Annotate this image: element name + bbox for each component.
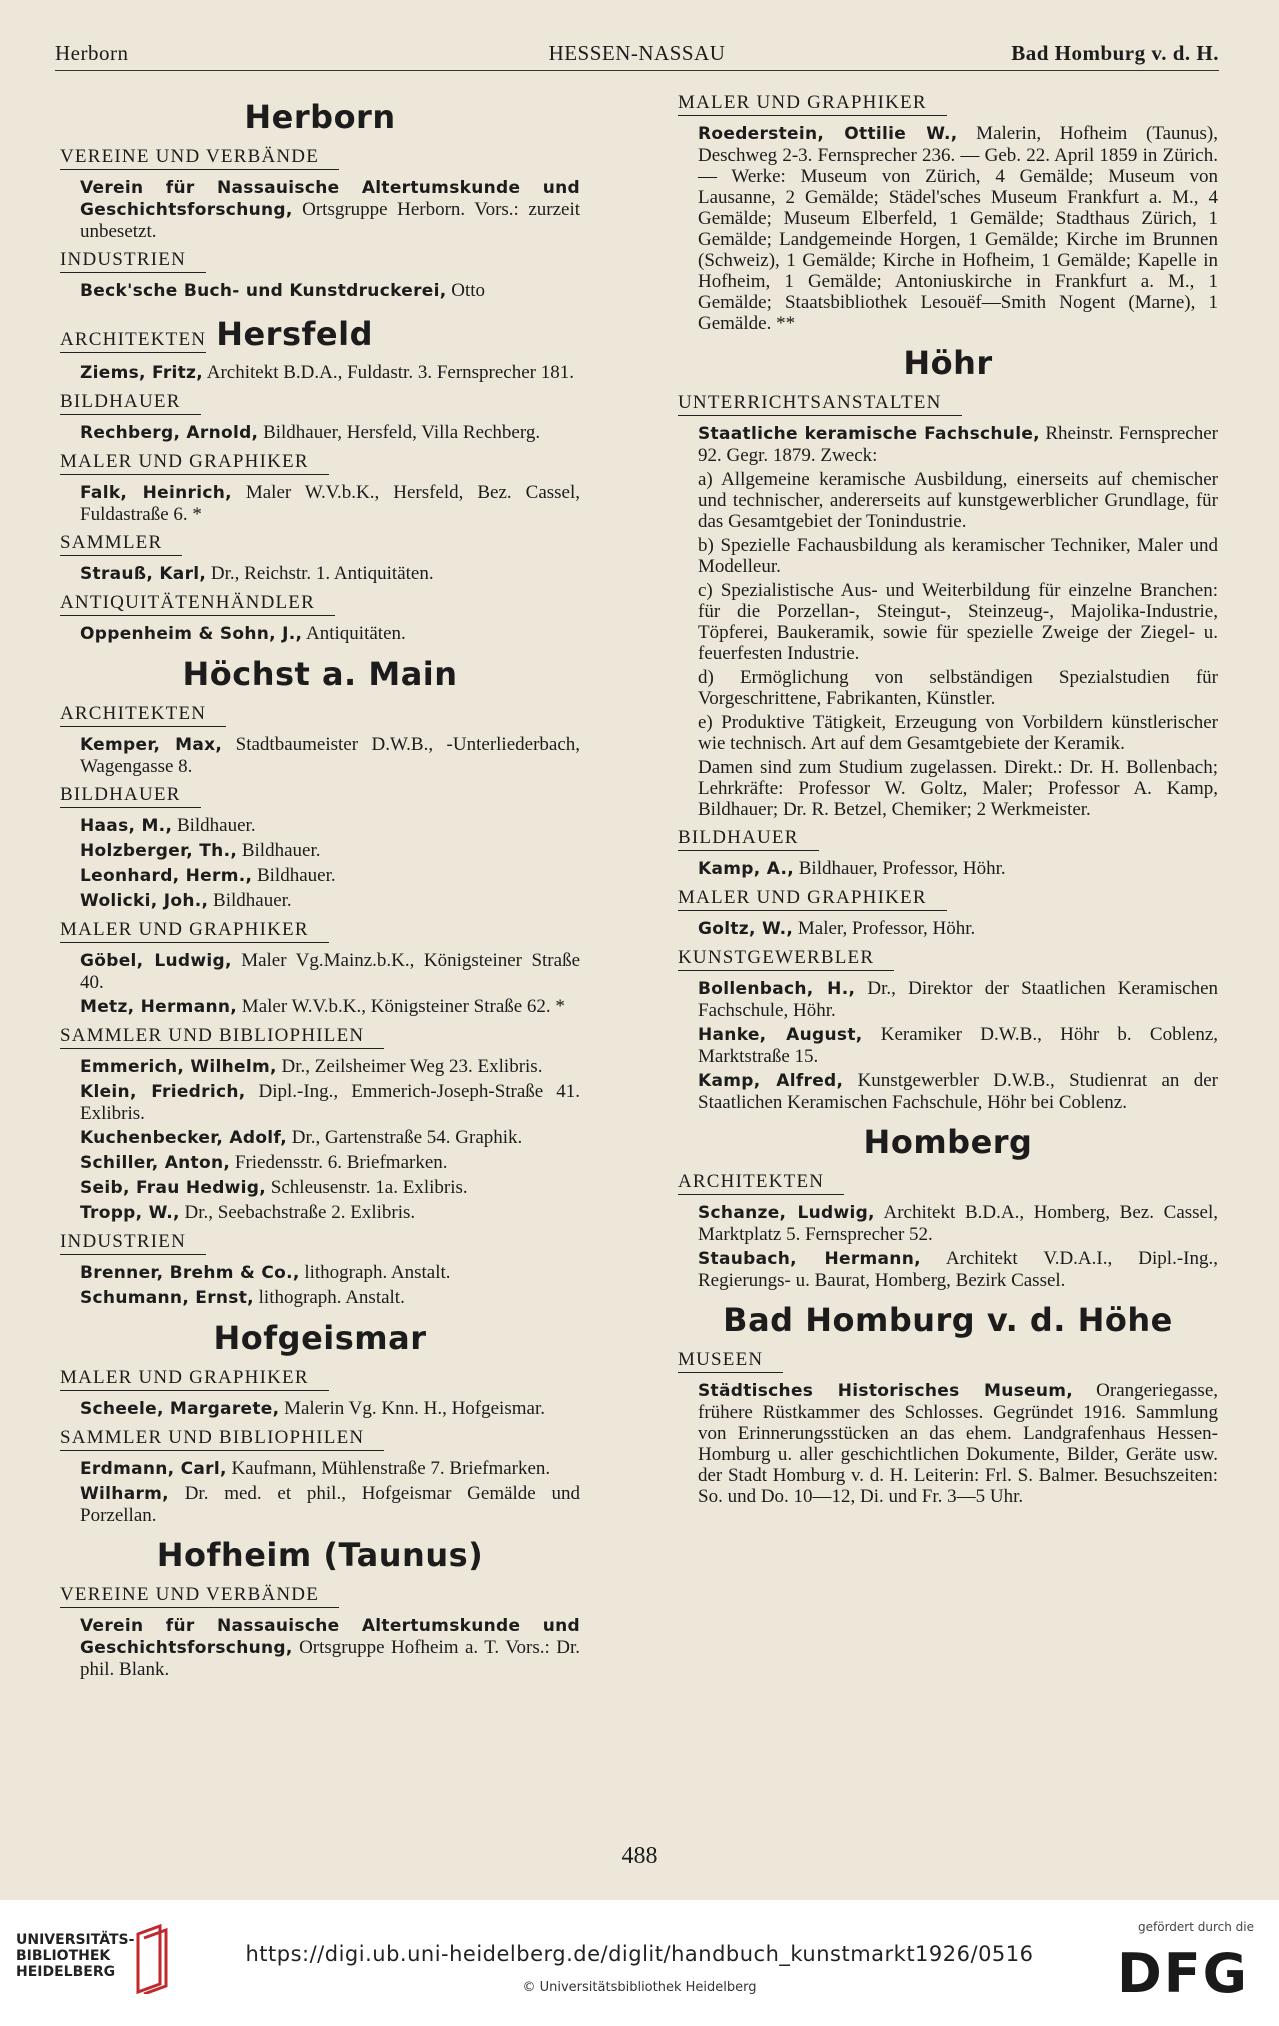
entry: Göbel, Ludwig, Maler Vg.Mainz.b.K., Königsteiner Straße 40. <box>80 950 581 993</box>
category-maler: MALER UND GRAPHIKER <box>60 1367 329 1391</box>
entry: Bollenbach, H., Dr., Direktor der Staatlichen Keramischen Fachschule, Höhr. <box>698 978 1218 1021</box>
library-name: UNIVERSITÄTS- BIBLIOTHEK HEIDELBERG <box>16 1932 135 1980</box>
right-column <box>678 88 1218 1510</box>
entry: Rechberg, Arnold, Bildhauer, Hersfeld, Villa Rechberg. <box>80 422 541 443</box>
category-sammler: SAMMLER <box>60 532 182 556</box>
category-sammler: SAMMLER UND BIBLIOPHILEN <box>60 1427 384 1451</box>
entry: Leonhard, Herm., Bildhauer. <box>80 865 336 886</box>
entry-subitem: e) Produktive Tätigkeit, Erzeugung von Vorbildern künstlerischer wie technisch. Art auf dem Gesamtgebiete der Keramik. <box>698 712 1218 754</box>
dfg-logo: DFG <box>1116 1942 1249 2005</box>
category-antiquitaeten: ANTIQUITÄTENHÄNDLER <box>60 592 335 616</box>
entry: Kamp, A., Bildhauer, Professor, Höhr. <box>698 858 1006 879</box>
entry: Kuchenbecker, Adolf, Dr., Gartenstraße 54. Graphik. <box>80 1127 523 1148</box>
entry: Holzberger, Th., Bildhauer. <box>80 840 321 861</box>
entry-subitem: a) Allgemeine keramische Ausbildung, einerseits auf chemischer und technischer, andererseits auf kunstgewerblicher Grundlage, für das Gesamtgebiet der Tonindustrie. <box>698 469 1218 532</box>
entry-subitem: Damen sind zum Studium zugelassen. Direkt.: Dr. H. Bollenbach; Lehrkräfte: Professor W. Goltz, Maler; Professor A. Kamp, Bildhauer; Dr. R. Betzel, Chemiker; 2 Werkmeister. <box>698 757 1218 820</box>
left-column <box>60 88 580 1683</box>
category-kunstgewerbler: KUNSTGEWERBLER <box>678 947 894 971</box>
category-architekten: ARCHITEKTEN <box>60 703 226 727</box>
city-heading-bad-homburg: Bad Homburg v. d. Höhe <box>723 1301 1173 1339</box>
city-heading-hoechst: Höchst a. Main <box>182 655 458 693</box>
entry: Erdmann, Carl, Kaufmann, Mühlenstraße 7. Briefmarken. <box>80 1458 551 1479</box>
entry-subitem: c) Spezialistische Aus- und Weiterbildung für einzelne Branchen: für die Porzellan-, Steingut-, Steinzeug-, Majolika-Industrie, Töpferei, Baukeramik, sowie für spezielle Zweige der Ziegel- u. feuerfesten Industrie. <box>698 580 1218 664</box>
entry: Falk, Heinrich, Maler W.V.b.K., Hersfeld, Bez. Cassel, Fuldastraße 6. * <box>80 482 581 525</box>
entry: Klein, Friedrich, Dipl.-Ing., Emmerich-Joseph-Straße 41. Exlibris. <box>80 1081 580 1124</box>
entry: Kamp, Alfred, Kunstgewerbler D.W.B., Studienrat an der Staatlichen Keramischen Fachschule, Höhr bei Coblenz. <box>698 1070 1218 1113</box>
page-number: 488 <box>621 1843 658 1869</box>
category-architekten: ARCHITEKTEN <box>678 1171 844 1195</box>
entry: Emmerich, Wilhelm, Dr., Zeilsheimer Weg 23. Exlibris. <box>80 1056 543 1077</box>
entry: Ziems, Fritz, Architekt B.D.A., Fuldastr. 3. Fernsprecher 181. <box>80 362 574 383</box>
category-bildhauer: BILDHAUER <box>60 391 201 415</box>
city-heading-hoehr: Höhr <box>903 344 993 382</box>
category-maler: MALER UND GRAPHIKER <box>678 92 947 116</box>
hersfeld-heading-row <box>60 305 580 359</box>
entry: Goltz, W., Maler, Professor, Höhr. <box>698 918 976 939</box>
category-vereine: VEREINE UND VERBÄNDE <box>60 1584 339 1608</box>
entry-subitem: b) Spezielle Fachausbildung als keramischer Techniker, Maler und Modelleur. <box>698 535 1218 577</box>
entry: Verein für Nassauische Altertumskunde und Geschichtsforschung, Ortsgruppe Hofheim a. T. Vors.: Dr. phil. Blank. <box>80 1616 580 1680</box>
copyright-notice: © Universitätsbibliothek Heidelberg <box>522 1980 757 1995</box>
category-sammler: SAMMLER UND BIBLIOPHILEN <box>60 1025 384 1049</box>
category-maler: MALER UND GRAPHIKER <box>60 451 329 475</box>
category-industrien: INDUSTRIEN <box>60 1231 206 1255</box>
city-heading-hofheim: Hofheim (Taunus) <box>156 1536 484 1574</box>
entry: Tropp, W., Dr., Seebachstraße 2. Exlibris. <box>80 1202 416 1223</box>
entry: Wolicki, Joh., Bildhauer. <box>80 890 292 911</box>
entry: Seib, Frau Hedwig, Schleusenstr. 1a. Exlibris. <box>80 1177 468 1198</box>
category-unterricht: UNTERRICHTSANSTALTEN <box>678 392 962 416</box>
entry: Verein für Nassauische Altertumskunde und Geschichtsforschung, Ortsgruppe Herborn. Vors.: zurzeit unbesetzt. <box>80 178 581 242</box>
city-heading-hofgeismar: Hofgeismar <box>213 1319 427 1357</box>
entry: Schiller, Anton, Friedensstr. 6. Briefmarken. <box>80 1152 448 1173</box>
running-head-center: HESSEN-NASSAU <box>548 41 726 65</box>
entry: Schumann, Ernst, lithograph. Anstalt. <box>80 1287 405 1308</box>
entry: Städtisches Historisches Museum, Orangeriegasse, frühere Rüstkammer des Schlosses. Gegründet 1916. Sammlung von Erinnerungsstücken an das ehem. Landgrafenhaus Hessen-Homburg u. aller geschichtlichen Dokumente, Bilder, Geräte usw. der Stadt Homburg v. d. H. Leiterin: Frl. S. Balmer. Besuchszeiten: So. und Do. 10—12, Di. und Fr. 3—5 Uhr. <box>698 1380 1218 1507</box>
entry: Scheele, Margarete, Malerin Vg. Knn. H., Hofgeismar. <box>80 1398 545 1419</box>
entry: Hanke, August, Keramiker D.W.B., Höhr b. Coblenz, Marktstraße 15. <box>698 1024 1219 1067</box>
entry: Schanze, Ludwig, Architekt B.D.A., Homberg, Bez. Cassel, Marktplatz 5. Fernsprecher 52. <box>698 1202 1219 1245</box>
running-head-left: Herborn <box>55 41 129 65</box>
category-maler: MALER UND GRAPHIKER <box>678 887 947 911</box>
running-head <box>55 30 1219 71</box>
entry: Strauß, Karl, Dr., Reichstr. 1. Antiquitäten. <box>80 563 434 584</box>
dfg-caption: gefördert durch die <box>1138 1920 1254 1934</box>
entry: Brenner, Brehm & Co., lithograph. Anstalt. <box>80 1262 451 1283</box>
city-heading-homberg: Homberg <box>863 1123 1033 1161</box>
entry-subitem: d) Ermöglichung von selbständigen Spezialstudien für Vorgeschrittene, Fabrikanten, Künstler. <box>698 667 1218 709</box>
entry: Haas, M., Bildhauer. <box>80 815 256 836</box>
category-museen: MUSEEN <box>678 1349 783 1373</box>
category-maler: MALER UND GRAPHIKER <box>60 919 329 943</box>
city-heading-hersfeld: Hersfeld <box>216 315 373 353</box>
category-industrien: INDUSTRIEN <box>60 249 206 273</box>
entry: Staubach, Hermann, Architekt V.D.A.I., Dipl.-Ing., Regierungs- u. Baurat, Homberg, Bezirk Cassel. <box>698 1248 1218 1291</box>
city-heading-herborn: Herborn <box>244 98 396 136</box>
entry: Roederstein, Ottilie W., Malerin, Hofheim (Taunus), Deschweg 2-3. Fernsprecher 236. — Geb. 22. April 1859 in Zürich. — Werke: Museum von Zürich, 4 Gemälde; Museum von Lausanne, 2 Gemälde; Städel'sches Museum Frankfurt a. M., 4 Gemälde; Museum Elberfeld, 1 Gemälde; Stadthaus Zürich, 1 Gemälde; Landgemeinde Horgen, 1 Gemälde; Kirche im Brunnen (Schweiz), 1 Gemälde; Kirche in Hofheim, 1 Gemälde; Kapelle in Hofheim, 1 Gemälde; Antoniuskirche in Frankfurt a. M., 1 Gemälde; Staatsbibliothek Lesouëf—Smith Nogent (Marne), 1 Gemälde. ** <box>698 123 1219 334</box>
running-head-right: Bad Homburg v. d. H. <box>1011 41 1219 65</box>
entry: Beck'sche Buch- und Kunstdruckerei, Otto <box>80 280 485 301</box>
entry: Oppenheim & Sohn, J., Antiquitäten. <box>80 623 406 644</box>
permalink-url[interactable]: https://digi.ub.uni-heidelberg.de/diglit/handbuch_kunstmarkt1926/0516 <box>245 1942 1034 1966</box>
entry: Wilharm, Dr. med. et phil., Hofgeismar Gemälde und Porzellan. <box>80 1483 580 1526</box>
category-bildhauer: BILDHAUER <box>60 784 201 808</box>
entry: Kemper, Max, Stadtbaumeister D.W.B., -Unterliederbach, Wagengasse 8. <box>80 734 581 777</box>
category-vereine: VEREINE UND VERBÄNDE <box>60 146 339 170</box>
viewer-footer <box>0 1900 1279 2026</box>
category-architekten: ARCHITEKTEN <box>60 329 206 353</box>
category-bildhauer: BILDHAUER <box>678 827 819 851</box>
entry: Metz, Hermann, Maler W.V.b.K., Königsteiner Straße 62. * <box>80 996 565 1017</box>
entry: Staatliche keramische Fachschule, Rheinstr. Fernsprecher 92. Gegr. 1879. Zweck: <box>698 423 1219 466</box>
